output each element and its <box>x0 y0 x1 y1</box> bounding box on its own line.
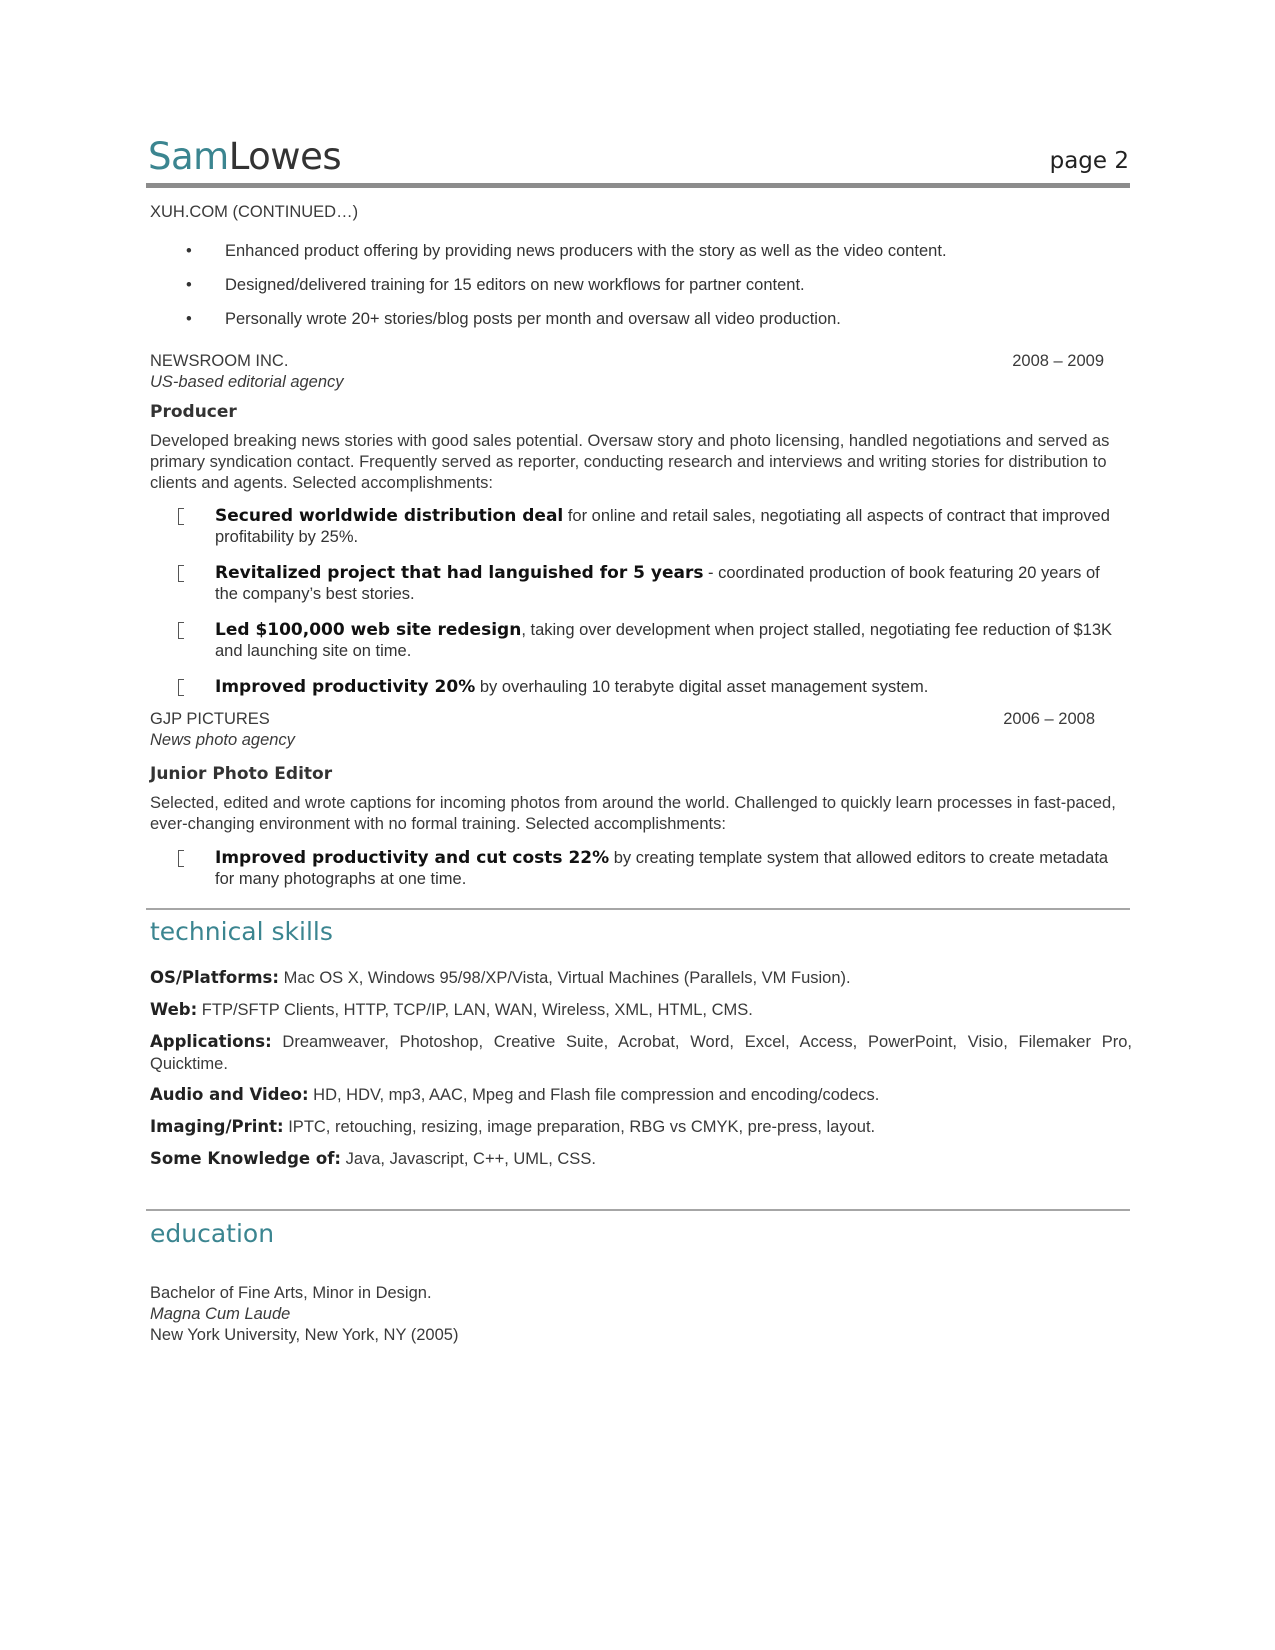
accomplishment-text: - coordinated production of book featuring 20 years of the company’s best stories. <box>215 564 1100 603</box>
skill-label: Imaging/Print: <box>150 1117 284 1136</box>
education-details <box>150 1283 458 1346</box>
skill-value: HD, HDV, mp3, AAC, Mpeg and Flash file compression and encoding/codecs. <box>308 1086 880 1104</box>
bullet-box-icon <box>178 565 184 582</box>
degree: Bachelor of Fine Arts, Minor in Design. <box>150 1284 432 1302</box>
skill-row <box>150 1116 1132 1138</box>
skill-value: Java, Javascript, C++, UML, CSS. <box>340 1150 596 1168</box>
accomplishment-item <box>178 563 1118 620</box>
school: New York University, New York, NY (2005) <box>150 1326 459 1344</box>
accomplishment-lead: Revitalized project that had languished for 5 years <box>215 563 704 583</box>
accomplishment-item <box>178 506 1118 563</box>
accomplishment-text: , taking over development when project stalled, negotiating fee reduction of $13K and launching site on time. <box>215 621 1113 660</box>
job-dates: 2008 – 2009 <box>1012 352 1104 370</box>
resume-header <box>148 134 1131 180</box>
skill-value: Mac OS X, Windows 95/98/XP/Vista, Virtual Machines (Parallels, VM Fusion). <box>278 969 851 987</box>
accomplishment-lead: Improved productivity 20% <box>215 677 476 697</box>
skill-row <box>150 1148 1132 1170</box>
skill-row <box>150 999 1132 1021</box>
skills-heading: technical skills <box>150 917 333 946</box>
bullet-box-icon <box>178 622 184 639</box>
company-description: News photo agency <box>150 731 295 749</box>
xuh-heading: XUH.COM (CONTINUED…) <box>150 203 359 221</box>
skill-row <box>150 1031 1132 1075</box>
accomplishment-lead: Improved productivity and cut costs 22% <box>215 848 610 868</box>
job-summary: Selected, edited and wrote captions for incoming photos from around the world. Challenged to quickly learn processes in fast-paced, ever-changing environment with no formal training. Selected accomplishments: <box>150 794 1116 833</box>
skill-row <box>150 967 1132 989</box>
bullet-icon: • <box>186 276 192 294</box>
skill-value: Dreamweaver, Photoshop, Creative Suite, Acrobat, Word, Excel, Access, PowerPoint, Visio, Filemaker Pro, Quicktime. <box>150 1033 1132 1073</box>
xuh-bullet-list <box>186 240 1086 342</box>
section-divider <box>146 1209 1130 1211</box>
newsroom-job-header <box>150 352 1130 396</box>
skill-label: OS/Platforms: <box>150 968 279 987</box>
skill-label: Applications: <box>150 1032 272 1051</box>
company-name: GJP PICTURES <box>150 710 270 728</box>
list-item <box>186 274 1086 308</box>
accomplishment-text: for online and retail sales, negotiating all aspects of contract that improved profitability by 25%. <box>215 507 1110 546</box>
job-dates: 2006 – 2008 <box>1003 710 1095 728</box>
job-title: Junior Photo Editor <box>150 764 333 784</box>
bullet-box-icon <box>178 508 184 525</box>
bullet-box-icon <box>178 679 184 696</box>
company-description: US-based editorial agency <box>150 373 344 391</box>
skill-value: IPTC, retouching, resizing, image preparation, RBG vs CMYK, pre-press, layout. <box>283 1118 876 1136</box>
candidate-name <box>148 134 341 180</box>
accomplishment-text: by overhauling 10 terabyte digital asset management system. <box>475 678 929 696</box>
accomplishment-lead: Secured worldwide distribution deal <box>215 506 564 526</box>
bullet-icon: • <box>186 310 192 328</box>
first-name: Sam <box>148 135 229 178</box>
bullet-box-icon <box>178 850 184 867</box>
accomplishment-item <box>178 848 1118 905</box>
accomplishment-text: by creating template system that allowed editors to create metadata for many photographs at one time. <box>215 849 1109 888</box>
bullet-text: Personally wrote 20+ stories/blog posts per month and oversaw all video production. <box>225 310 841 328</box>
list-item <box>186 240 1086 274</box>
header-divider <box>146 183 1130 188</box>
honors: Magna Cum Laude <box>150 1305 291 1323</box>
gjp-accomplishments <box>178 848 1118 905</box>
skill-label: Some Knowledge of: <box>150 1149 341 1168</box>
education-heading: education <box>150 1219 275 1248</box>
last-name: Lowes <box>228 135 342 178</box>
accomplishment-item <box>178 620 1118 677</box>
bullet-icon: • <box>186 242 192 260</box>
job-summary: Developed breaking news stories with good sales potential. Oversaw story and photo licensing, handled negotiations and served as primary syndication contact. Frequently served as reporter, conducting research and interviews and writing stories for distribution to clients and agents. Selected accomplishments: <box>150 432 1110 492</box>
accomplishment-lead: Led $100,000 web site redesign <box>215 620 522 640</box>
section-divider <box>146 908 1130 910</box>
page-number: page 2 <box>1049 148 1129 174</box>
newsroom-accomplishments <box>178 506 1118 734</box>
gjp-job-header <box>150 710 1130 754</box>
skill-row <box>150 1084 1132 1106</box>
bullet-text: Designed/delivered training for 15 editors on new workflows for partner content. <box>225 276 805 294</box>
company-name: NEWSROOM INC. <box>150 352 289 370</box>
skill-label: Web: <box>150 1000 198 1019</box>
list-item <box>186 308 1086 342</box>
job-title: Producer <box>150 402 237 422</box>
bullet-text: Enhanced product offering by providing news producers with the story as well as the video content. <box>225 242 947 260</box>
skill-label: Audio and Video: <box>150 1085 309 1104</box>
skill-value: FTP/SFTP Clients, HTTP, TCP/IP, LAN, WAN, Wireless, XML, HTML, CMS. <box>197 1001 753 1019</box>
